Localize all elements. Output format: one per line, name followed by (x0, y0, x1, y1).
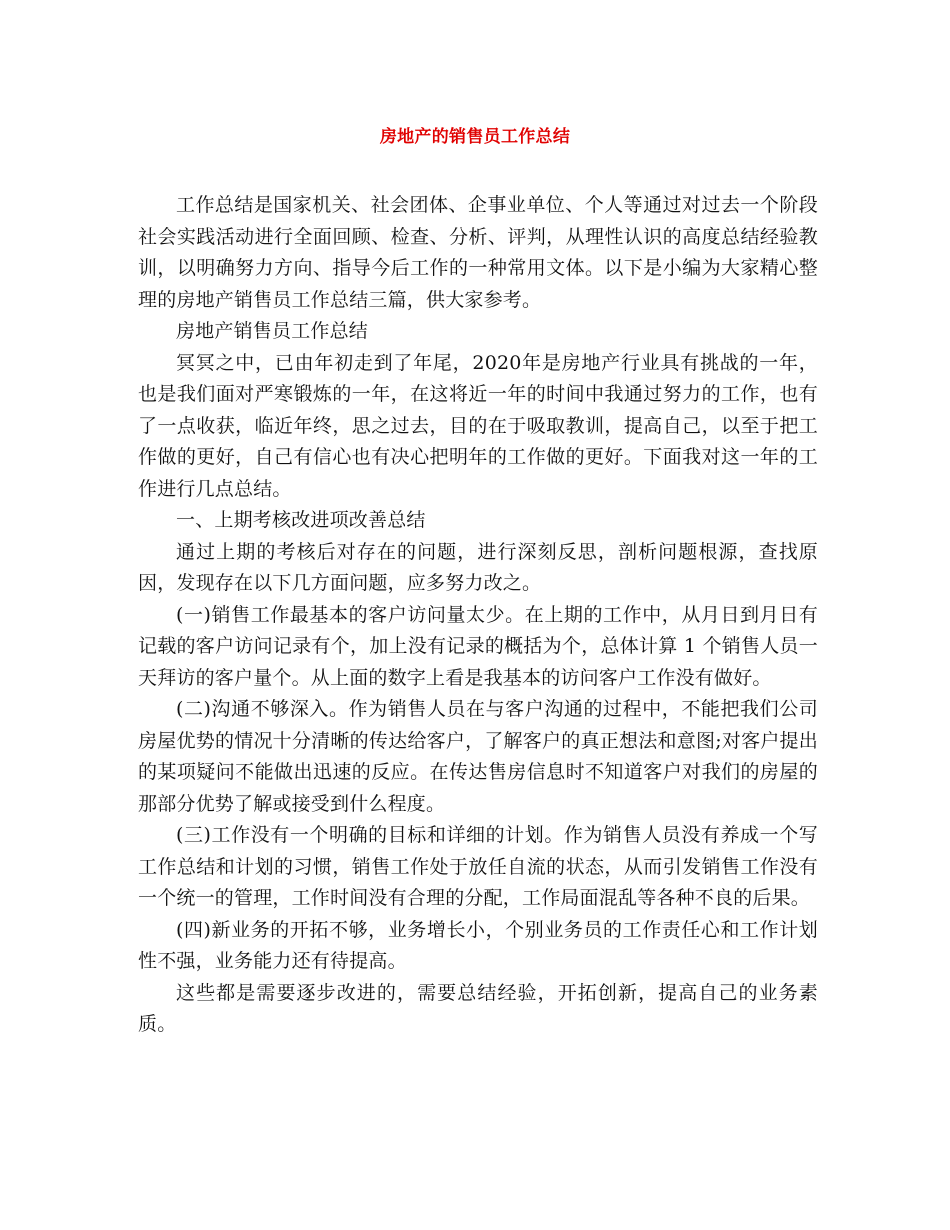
paragraph-opening: 冥冥之中，已由年初走到了年尾，2020年是房地产行业具有挑战的一年，也是我们面对严寒锻炼的一年，在这将近一年的时间中我通过努力的工作，也有了一点收获，临近年终，思之过去，目的在于吸取教训，提高自己，以至于把工作做的更好，自己有信心也有决心把明年的工作做的更好。下面我对这一年的工作进行几点总结。 (138, 351, 818, 500)
paragraph-item-3: (三)工作没有一个明确的目标和详细的计划。作为销售人员没有养成一个写工作总结和计划的习惯，销售工作处于放任自流的状态，从而引发销售工作没有一个统一的管理，工作时间没有合理的分配，工作局面混乱等各种不良的后果。 (138, 824, 818, 909)
paragraph-closing: 这些都是需要逐步改进的，需要总结经验，开拓创新，提高自己的业务素质。 (138, 981, 818, 1035)
paragraph-item-2: (二)沟通不够深入。作为销售人员在与客户沟通的过程中，不能把我们公司房屋优势的情况十分清晰的传达给客户，了解客户的真正想法和意图;对客户提出的某项疑问不能做出迅速的反应。在传达售房信息时不知道客户对我们的房屋的那部分优势了解或接受到什么程度。 (138, 698, 818, 815)
paragraph-intro: 工作总结是国家机关、社会团体、企事业单位、个人等通过对过去一个阶段社会实践活动进行全面回顾、检查、分析、评判，从理性认识的高度总结经验教训，以明确努力方向、指导今后工作的一种常用文体。以下是小编为大家精心整理的房地产销售员工作总结三篇，供大家参考。 (138, 194, 818, 311)
paragraph-item-4: (四)新业务的开拓不够，业务增长小，个别业务员的工作责任心和工作计划性不强，业务能力还有待提高。 (138, 918, 818, 972)
paragraph-reflection: 通过上期的考核后对存在的问题，进行深刻反思，剖析问题根源，查找原因，发现存在以下几方面问题，应多努力改之。 (138, 540, 818, 594)
paragraph-item-1: (一)销售工作最基本的客户访问量太少。在上期的工作中，从月日到月日有记载的客户访问记录有个，加上没有记录的概括为个，总体计算 1 个销售人员一天拜访的客户量个。从上面的数字上看是我基本的访问客户工作没有做好。 (138, 603, 818, 689)
paragraph-subtitle: 房地产销售员工作总结 (176, 320, 369, 342)
section-heading: 一、上期考核改进项改善总结 (176, 509, 426, 531)
document-title: 房地产的销售员工作总结 (379, 127, 571, 147)
document-body (138, 190, 818, 1041)
